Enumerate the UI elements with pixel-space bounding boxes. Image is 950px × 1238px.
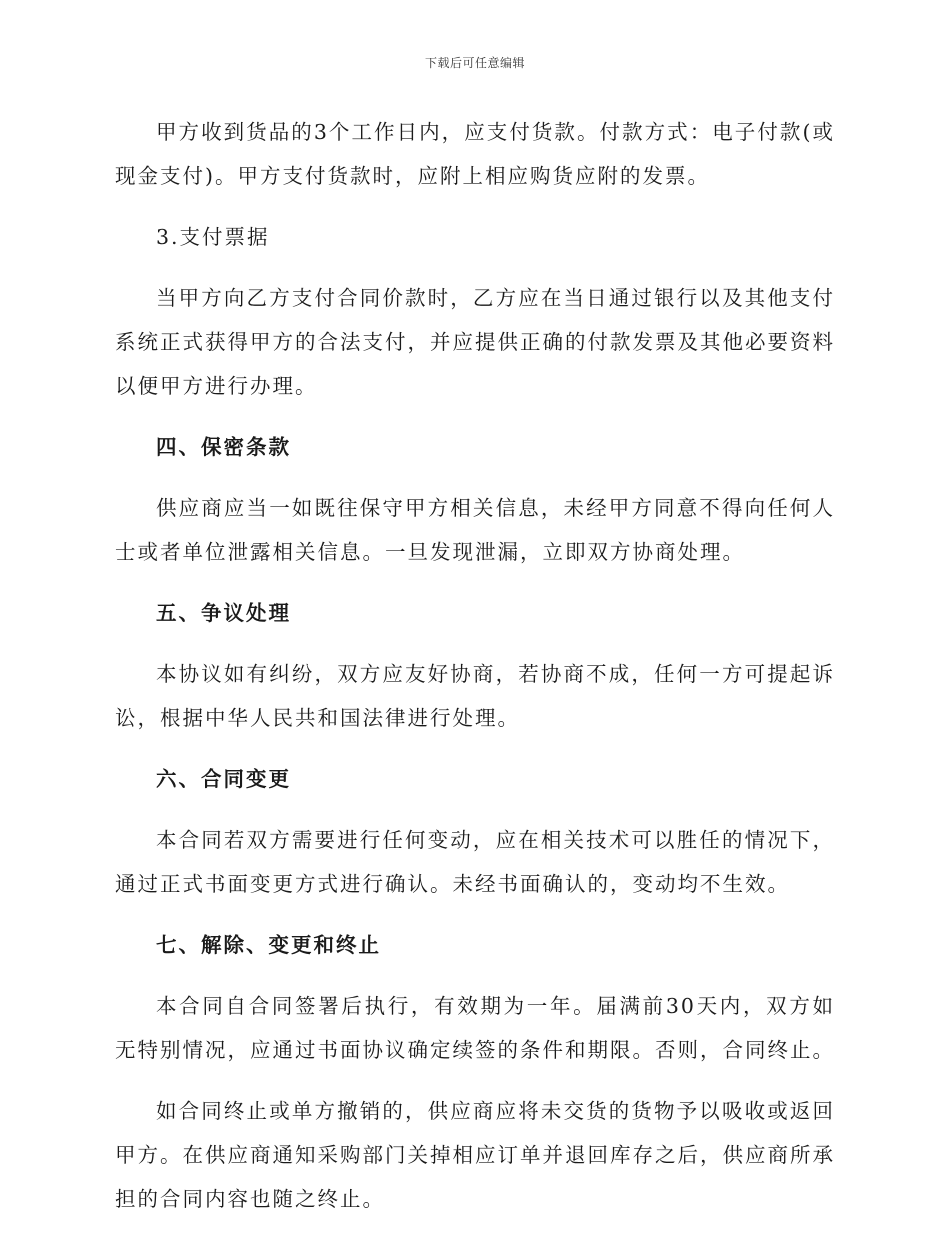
document-body bbox=[115, 110, 835, 1238]
term-paragraph: 本合同自合同签署后执行，有效期为一年。届满前30天内，双方如无特别情况，应通过书面协议确定续签的条件和期限。否则，合同终止。 bbox=[115, 994, 835, 1062]
payment-terms-paragraph: 甲方收到货品的3个工作日内，应支付货款。付款方式：电子付款(或现金支付)。甲方支付货款时，应附上相应购货应附的发票。 bbox=[115, 120, 835, 188]
section-heading-confidentiality: 四、保密条款 bbox=[156, 435, 291, 459]
dispute-paragraph: 本协议如有纠纷，双方应友好协商，若协商不成，任何一方可提起诉讼，根据中华人民共和国法律进行处理。 bbox=[115, 662, 835, 730]
contract-change-paragraph: 本合同若双方需要进行任何变动，应在相关技术可以胜任的情况下，通过正式书面变更方式进行确认。未经书面确认的，变动均不生效。 bbox=[115, 828, 835, 896]
page-header: 下载后可任意编辑 bbox=[424, 56, 525, 70]
confidentiality-paragraph: 供应商应当一如既往保守甲方相关信息，未经甲方同意不得向任何人士或者单位泄露相关信息。一旦发现泄漏，立即双方协商处理。 bbox=[115, 496, 835, 564]
section-heading-contract-change: 六、合同变更 bbox=[156, 767, 291, 791]
section-heading-termination: 七、解除、变更和终止 bbox=[156, 933, 381, 957]
subsection-payment-receipts: 3.支付票据 bbox=[156, 225, 270, 249]
payment-receipts-paragraph: 当甲方向乙方支付合同价款时，乙方应在当日通过银行以及其他支付系统正式获得甲方的合法支付，并应提供正确的付款发票及其他必要资料以便甲方进行办理。 bbox=[115, 286, 835, 398]
section-heading-dispute: 五、争议处理 bbox=[156, 601, 291, 625]
termination-paragraph: 如合同终止或单方撤销的，供应商应将未交货的货物予以吸收或返回甲方。在供应商通知采购部门关掉相应订单并退回库存之后，供应商所承担的合同内容也随之终止。 bbox=[115, 1099, 835, 1211]
